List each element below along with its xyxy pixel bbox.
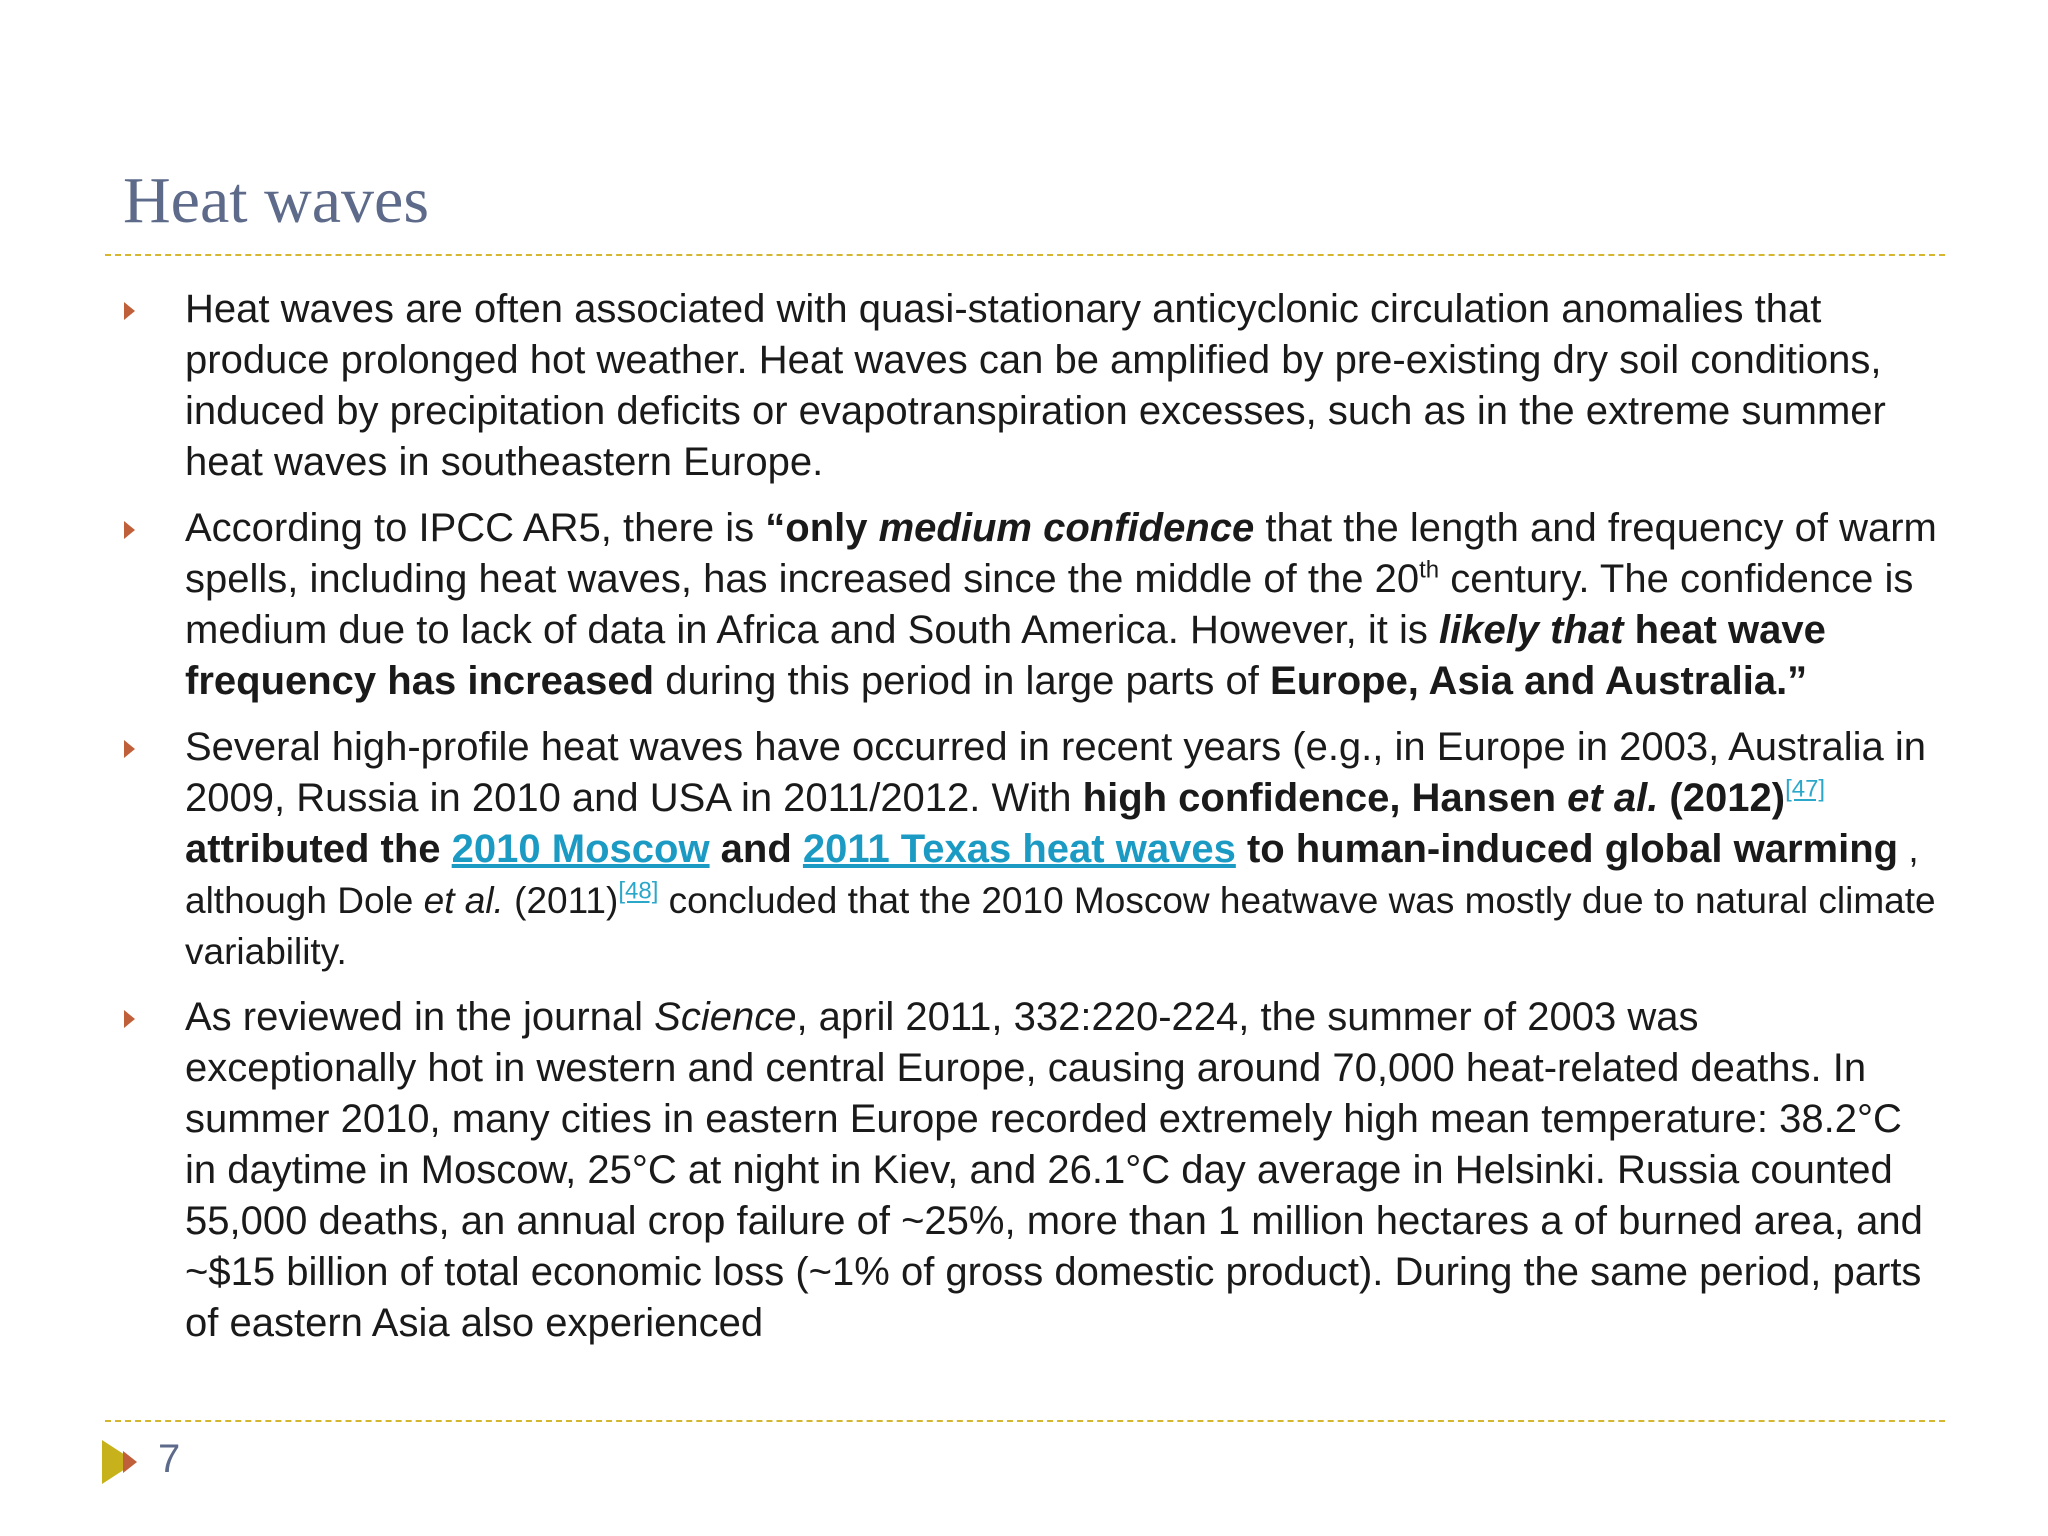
bullet-arrow-icon: [124, 740, 135, 758]
bullet-arrow-icon: [124, 302, 135, 320]
bullet-item: Several high-profile heat waves have occurred in recent years (e.g., in Europe in 2003, Australia in 2009, Russia in 2010 and USA in 2011/2012. With high confidence, Hansen et al. (2012)[47] attributed the 2010 Moscow and 2011 Texas heat waves to human-induced global warming , although Dole et al. (2011)[48] concluded that the 2010 Moscow heatwave was mostly due to natural climate variability.: [120, 722, 1940, 977]
moscow-2010-link[interactable]: 2010 Moscow: [451, 827, 710, 871]
emphasis-medium-confidence: medium confidence: [878, 506, 1255, 550]
journal-name: Science: [654, 995, 797, 1039]
texas-2011-link[interactable]: 2011 Texas heat waves: [802, 827, 1236, 871]
citation-47-link[interactable]: [47]: [1785, 775, 1826, 803]
emphasis-regions: Europe, Asia and Australia.”: [1270, 659, 1808, 703]
bullet-item: [120, 284, 1940, 488]
slide-title: Heat waves: [123, 164, 430, 237]
page-number: 7: [158, 1437, 181, 1481]
bullet-item: As reviewed in the journal Science, april 2011, 332:220-224, the summer of 2003 was exceptionally hot in western and central Europe, causing around 70,000 heat-related deaths. In summer 2010, many cities in eastern Europe recorded extremely high mean temperature: 38.2°C in daytime in Moscow, 25°C at night in Kiev, and 26.1°C day average in Helsinki. Russia counted 55,000 deaths, an annual crop failure of ~25%, more than 1 million hectares a of burned area, and ~$15 billion of total economic loss (~1% of gross domestic product). During the same period, parts of eastern Asia also experienced: [120, 992, 1940, 1349]
bullet-text: Heat waves are often associated with quasi-stationary anticyclonic circulation anomalies that produce prolonged hot weather. Heat waves can be amplified by pre-existing dry soil conditions, induced by precipitation deficits or evapotranspiration excesses, such as in the extreme summer heat waves in southeastern Europe.: [185, 287, 1886, 484]
superscript: th: [1419, 556, 1440, 584]
citation-48-link[interactable]: [48]: [618, 877, 659, 905]
emphasis-likely-that: likely that: [1438, 608, 1624, 652]
emphasis-frequency: heat wave frequency has increased: [185, 608, 1826, 703]
bullet-text: According to IPCC AR5, there is: [185, 506, 766, 550]
title-divider: [105, 254, 1945, 256]
bullet-arrow-icon: [124, 1010, 135, 1028]
bullet-list: [120, 284, 1940, 1364]
footer-arrow-accent-icon: [123, 1451, 137, 1473]
footer-divider: [105, 1420, 1945, 1422]
quote-open: “only: [765, 506, 879, 550]
bullet-arrow-icon: [124, 521, 135, 539]
bullet-item: According to IPCC AR5, there is “only medium confidence that the length and frequency of warm spells, including heat waves, has increased since the middle of the 20th century. The confidence is medium due to lack of data in Africa and South America. However, it is likely that heat wave frequency has increased during this period in large parts of Europe, Asia and Australia.”: [120, 503, 1940, 707]
